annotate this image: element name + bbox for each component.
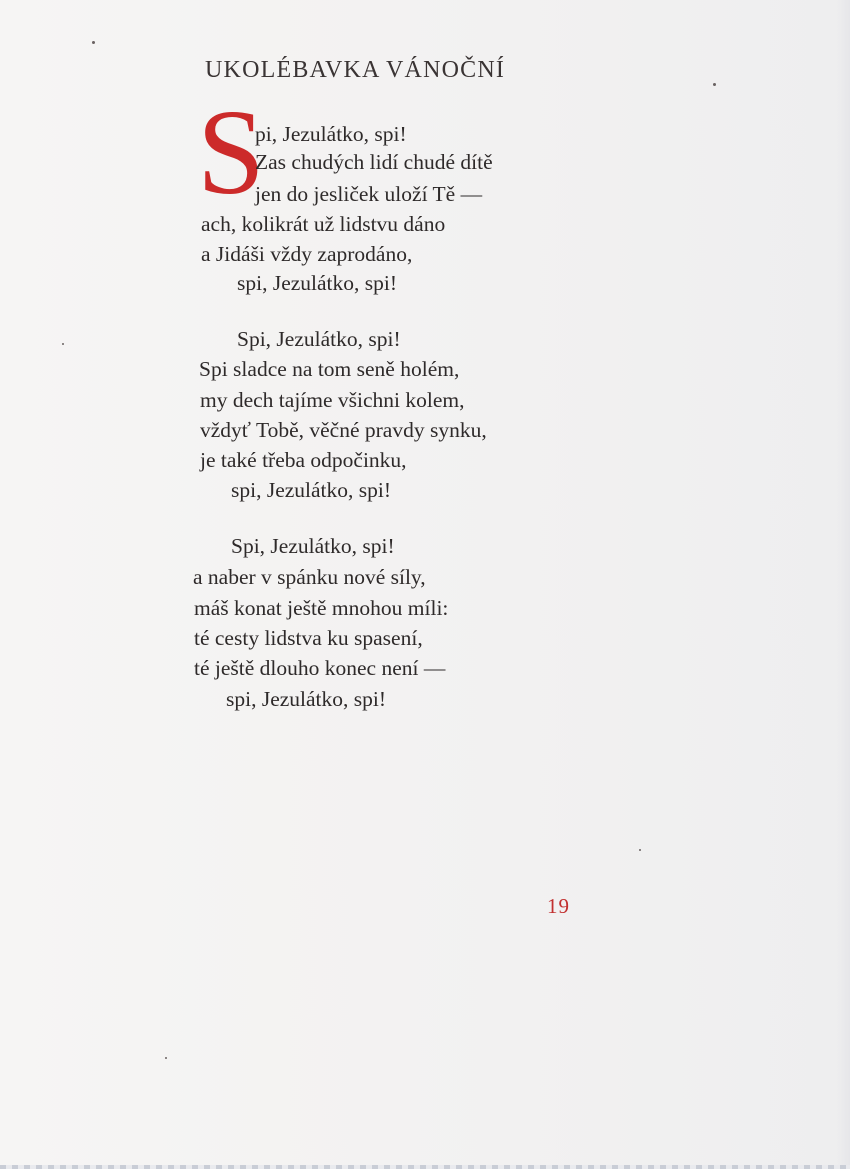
poem-line: spi, Jezulátko, spi! [237,271,398,295]
poem-line: té cesty lidstva ku spasení, [194,626,423,650]
page-bottom-edge [0,1165,850,1169]
poem-line: spi, Jezulátko, spi! [226,687,387,711]
page-edge-shadow [836,0,850,1169]
poem-line: Spi sladce na tom seně holém, [199,357,460,381]
poem-line: té ještě dlouho konec není — [194,656,446,680]
paper-speck [165,1057,167,1059]
paper-speck [713,83,716,86]
poem-line: vždyť Tobě, věčné pravdy synku, [200,418,487,442]
poem-title: UKOLÉBAVKA VÁNOČNÍ [205,57,506,83]
paper-speck [639,849,641,851]
poem-line: Spi, Jezulátko, spi! [237,327,401,351]
poem-line: spi, Jezulátko, spi! [231,478,392,502]
poem-line: ach, kolikrát už lidstvu dáno [201,212,446,236]
poem-line: jen do jesliček uloží Tě — [255,182,483,206]
poem-line: máš konat ještě mnohou míli: [194,596,449,620]
poem-line: Zas chudých lidí chudé dítě [255,150,493,174]
poem-line: a naber v spánku nové síly, [193,565,426,589]
paper-speck [92,41,95,44]
poem-line: a Jidáši vždy zaprodáno, [201,242,413,266]
poem-line: Spi, Jezulátko, spi! [231,534,395,558]
poem-line: pi, Jezulátko, spi! [255,122,407,146]
drop-cap-letter: S [197,85,265,220]
page-number: 19 [547,894,570,918]
poem-line: my dech tajíme všichni kolem, [200,388,465,412]
paper-speck [62,343,64,345]
poem-line: je také třeba odpočinku, [200,448,407,472]
